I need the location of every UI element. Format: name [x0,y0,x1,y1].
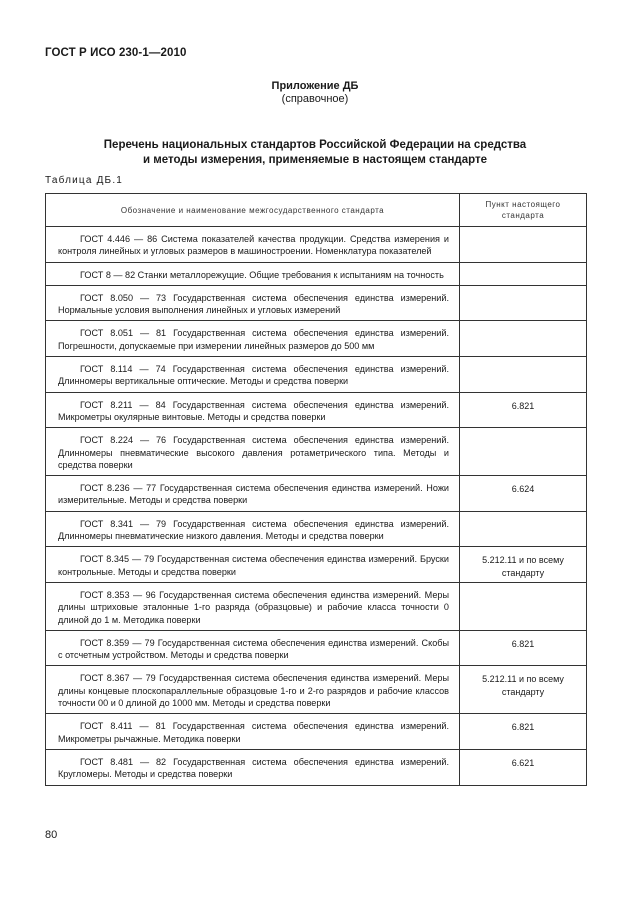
standard-description: ГОСТ 8.345 — 79 Государственная система обеспечения единства измерений. Бруски контрольные. Методы и средства поверки [46,547,460,583]
table-row [46,666,587,714]
clause-reference: 6.624 [460,476,587,512]
standard-description: ГОСТ 8 — 82 Станки металлорежущие. Общие требования к испытаниям на точность [46,262,460,285]
standard-description: ГОСТ 4.446 — 86 Система показателей качества продукции. Средства измерения и контроля линейных и угловых размеров в машиностроении. Номенклатура показателей [46,227,460,263]
standard-description: ГОСТ 8.341 — 79 Государственная система обеспечения единства измерений. Длинномеры пневматические низкого давления. Методы и средства поверки [46,511,460,547]
page-title-line-1: Перечень национальных стандартов Российской Федерации на средства [103,139,527,151]
table-row [46,714,587,750]
annex-heading [0,80,630,106]
page-title-line-2: и методы измерения, применяемые в настоящем стандарте [142,154,488,166]
table-row [46,749,587,785]
table-row [46,630,587,666]
table-row [46,285,587,321]
clause-reference: 6.621 [460,749,587,785]
standard-description: ГОСТ 8.353 — 96 Государственная система обеспечения единства измерений. Меры длины штриховые эталонные 1-го разряда (образцовые) и рабочие класса точности 0 длиной до 1 м. Методика поверки [46,582,460,630]
standard-description: ГОСТ 8.367 — 79 Государственная система обеспечения единства измерений. Меры длины концевые плоскопараллельные образцовые 1-го и 2-го разрядов и рабочие классов точности 00 и 0 длиной до 1000 мм. Методы и средства поверки [46,666,460,714]
page-title [60,138,570,168]
clause-reference: 6.821 [460,392,587,428]
table-row [46,392,587,428]
table-row [46,547,587,583]
clause-reference: 6.821 [460,630,587,666]
clause-reference [460,357,587,393]
clause-reference [460,582,587,630]
clause-reference: 6.821 [460,714,587,750]
standard-description: ГОСТ 8.236 — 77 Государственная система обеспечения единства измерений. Ножи измерительные. Методы и средства поверки [46,476,460,512]
clause-reference: 5.212.11 и по всему стандарту [460,666,587,714]
table-row [46,476,587,512]
document-code: ГОСТ Р ИСО 230-1—2010 [45,47,187,59]
clause-reference [460,511,587,547]
standard-description: ГОСТ 8.481 — 82 Государственная система обеспечения единства измерений. Кругломеры. Методы и средства поверки [46,749,460,785]
table-row [46,511,587,547]
standard-description: ГОСТ 8.051 — 81 Государственная система обеспечения единства измерений. Погрешности, допускаемые при измерении линейных размеров до 500 мм [46,321,460,357]
table-row [46,262,587,285]
clause-reference: 5.212.11 и по всему стандарту [460,547,587,583]
standard-description: ГОСТ 8.211 — 84 Государственная система обеспечения единства измерений. Микрометры окулярные винтовые. Методы и средства поверки [46,392,460,428]
table-row [46,357,587,393]
standard-description: ГОСТ 8.114 — 74 Государственная система обеспечения единства измерений. Длинномеры вертикальные оптические. Методы и средства поверки [46,357,460,393]
standards-table [45,193,587,786]
standard-description: ГОСТ 8.224 — 76 Государственная система обеспечения единства измерений. Длинномеры пневматические высокого давления ротаметрического типа. Методы и средства поверки [46,428,460,476]
standard-description: ГОСТ 8.411 — 81 Государственная система обеспечения единства измерений. Микрометры рычажные. Методика поверки [46,714,460,750]
header-standard: Обозначение и наименование межгосударственного стандарта [46,194,460,227]
clause-reference [460,285,587,321]
standard-description: ГОСТ 8.050 — 73 Государственная система обеспечения единства измерений. Нормальные условия выполнения линейных и угловых измерений [46,285,460,321]
table-row [46,227,587,263]
clause-reference [460,227,587,263]
table-row [46,582,587,630]
table-row [46,428,587,476]
table-header-row [46,194,587,227]
annex-title: Приложение ДБ [271,80,359,92]
header-clause: Пункт настоящего стандарта [460,194,587,227]
clause-reference [460,262,587,285]
table-row [46,321,587,357]
clause-reference [460,321,587,357]
clause-reference [460,428,587,476]
annex-subtitle: (справочное) [281,93,349,105]
standard-description: ГОСТ 8.359 — 79 Государственная система обеспечения единства измерений. Скобы с отсчетным устройством. Методы и средства поверки [46,630,460,666]
page-number: 80 [45,829,58,841]
table-label: Таблица ДБ.1 [45,175,124,186]
